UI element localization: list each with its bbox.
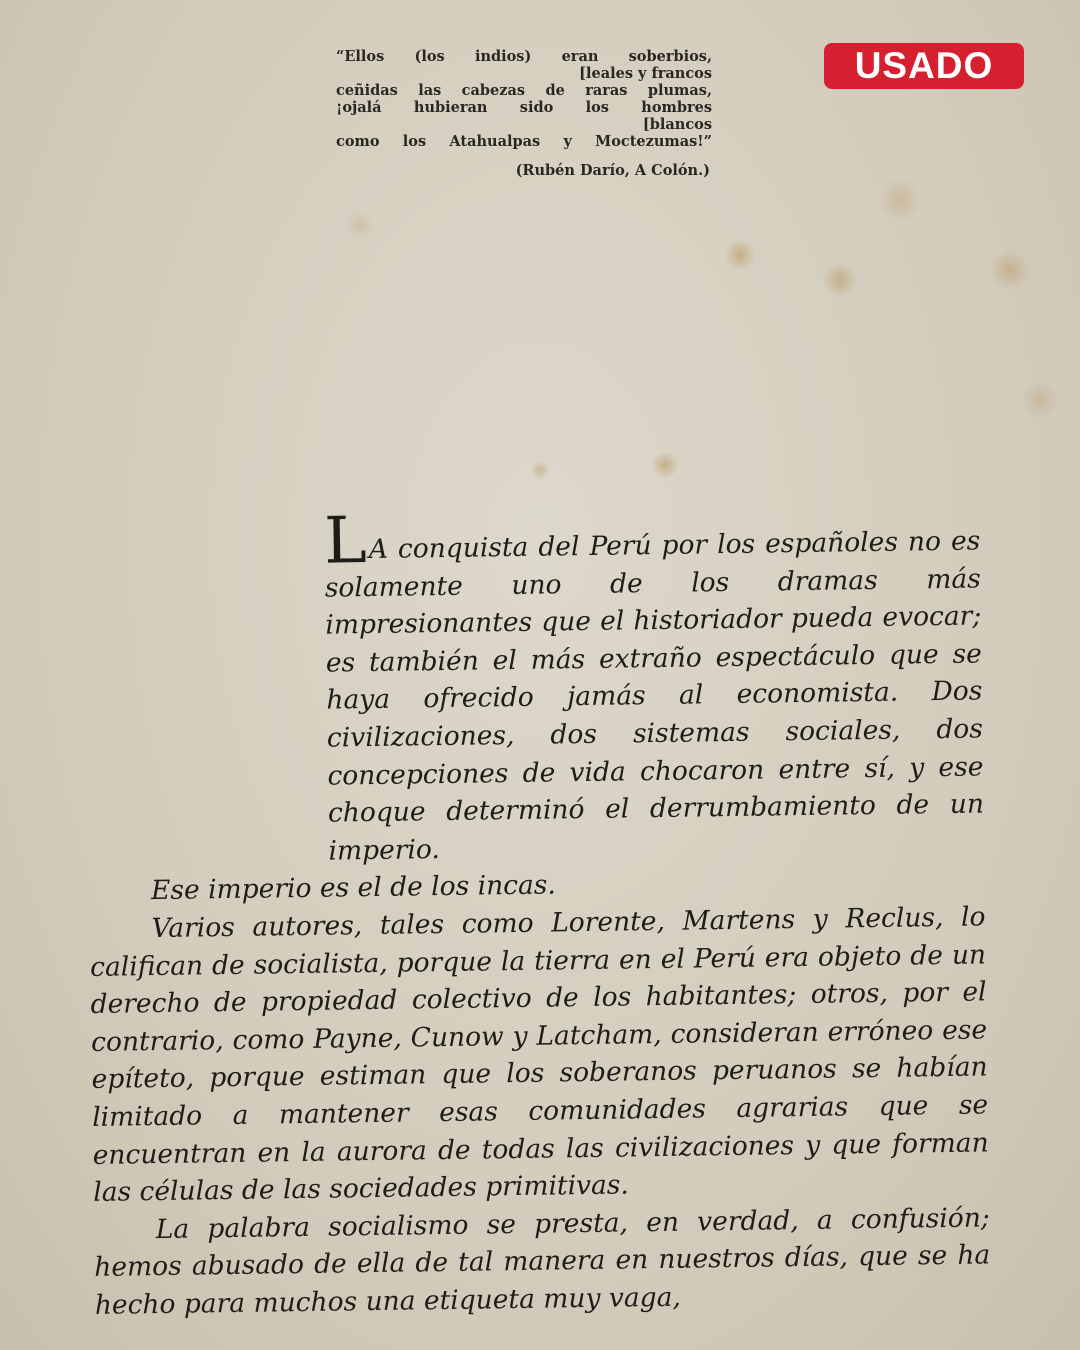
paragraph-1 [84, 504, 985, 873]
used-badge: USADO [824, 43, 1024, 89]
epigraph-line: ¡ojalá hubieran sido los hombres [336, 99, 712, 116]
page-body [84, 504, 991, 1324]
paragraph-4: La palabra socialismo se presta, en verdad, a confusión; hemos abusado de ella de tal manera en nuestros días, que se ha hecho para muchos una etiqueta muy vaga, [94, 1202, 991, 1321]
epigraph-line: como los Atahualpas y Moctezumas!” [336, 133, 712, 150]
paragraph-1-text: conquista del Perú por los españoles no es solamente uno de los dramas más impresionantes que el historiador pueda evocar; es también el más extraño espectáculo que se haya ofrecido jamás al economista. Dos civilizaciones, dos sistemas sociales, dos concepciones de vida chocaron entre sí, y ese choque determinó el derrumbamiento de un imperio. [324, 525, 985, 867]
epigraph-line: [blancos [642, 116, 712, 133]
epigraph-line: ceñidas las cabezas de raras plumas, [336, 82, 712, 99]
epigraph [336, 48, 712, 179]
drop-cap-rest: A [368, 533, 389, 566]
paragraph-2: Ese imperio es el de los incas. [150, 869, 557, 907]
drop-cap: L [323, 504, 368, 579]
epigraph-line: “Ellos (los indios) eran soberbios, [336, 48, 712, 65]
epigraph-attribution: (Rubén Darío, A Colón.) [515, 162, 710, 179]
epigraph-line: [leales y francos [579, 65, 712, 82]
paragraph-3: Varios autores, tales como Lorente, Martens y Reclus, lo califican de socialista, porque la tierra en el Perú era objeto de un derecho de propiedad colectivo de los habitantes; otros, por el contrario, como Payne, Cunow y Latcham, consideran erróneo ese epíteto, porque estiman que los soberanos peruanos se habían limitado a mantener esas comunidades agrarias que se encuentran en la aurora de todas las civilizaciones y que forman las células de las sociedades primitivas. [89, 901, 989, 1209]
